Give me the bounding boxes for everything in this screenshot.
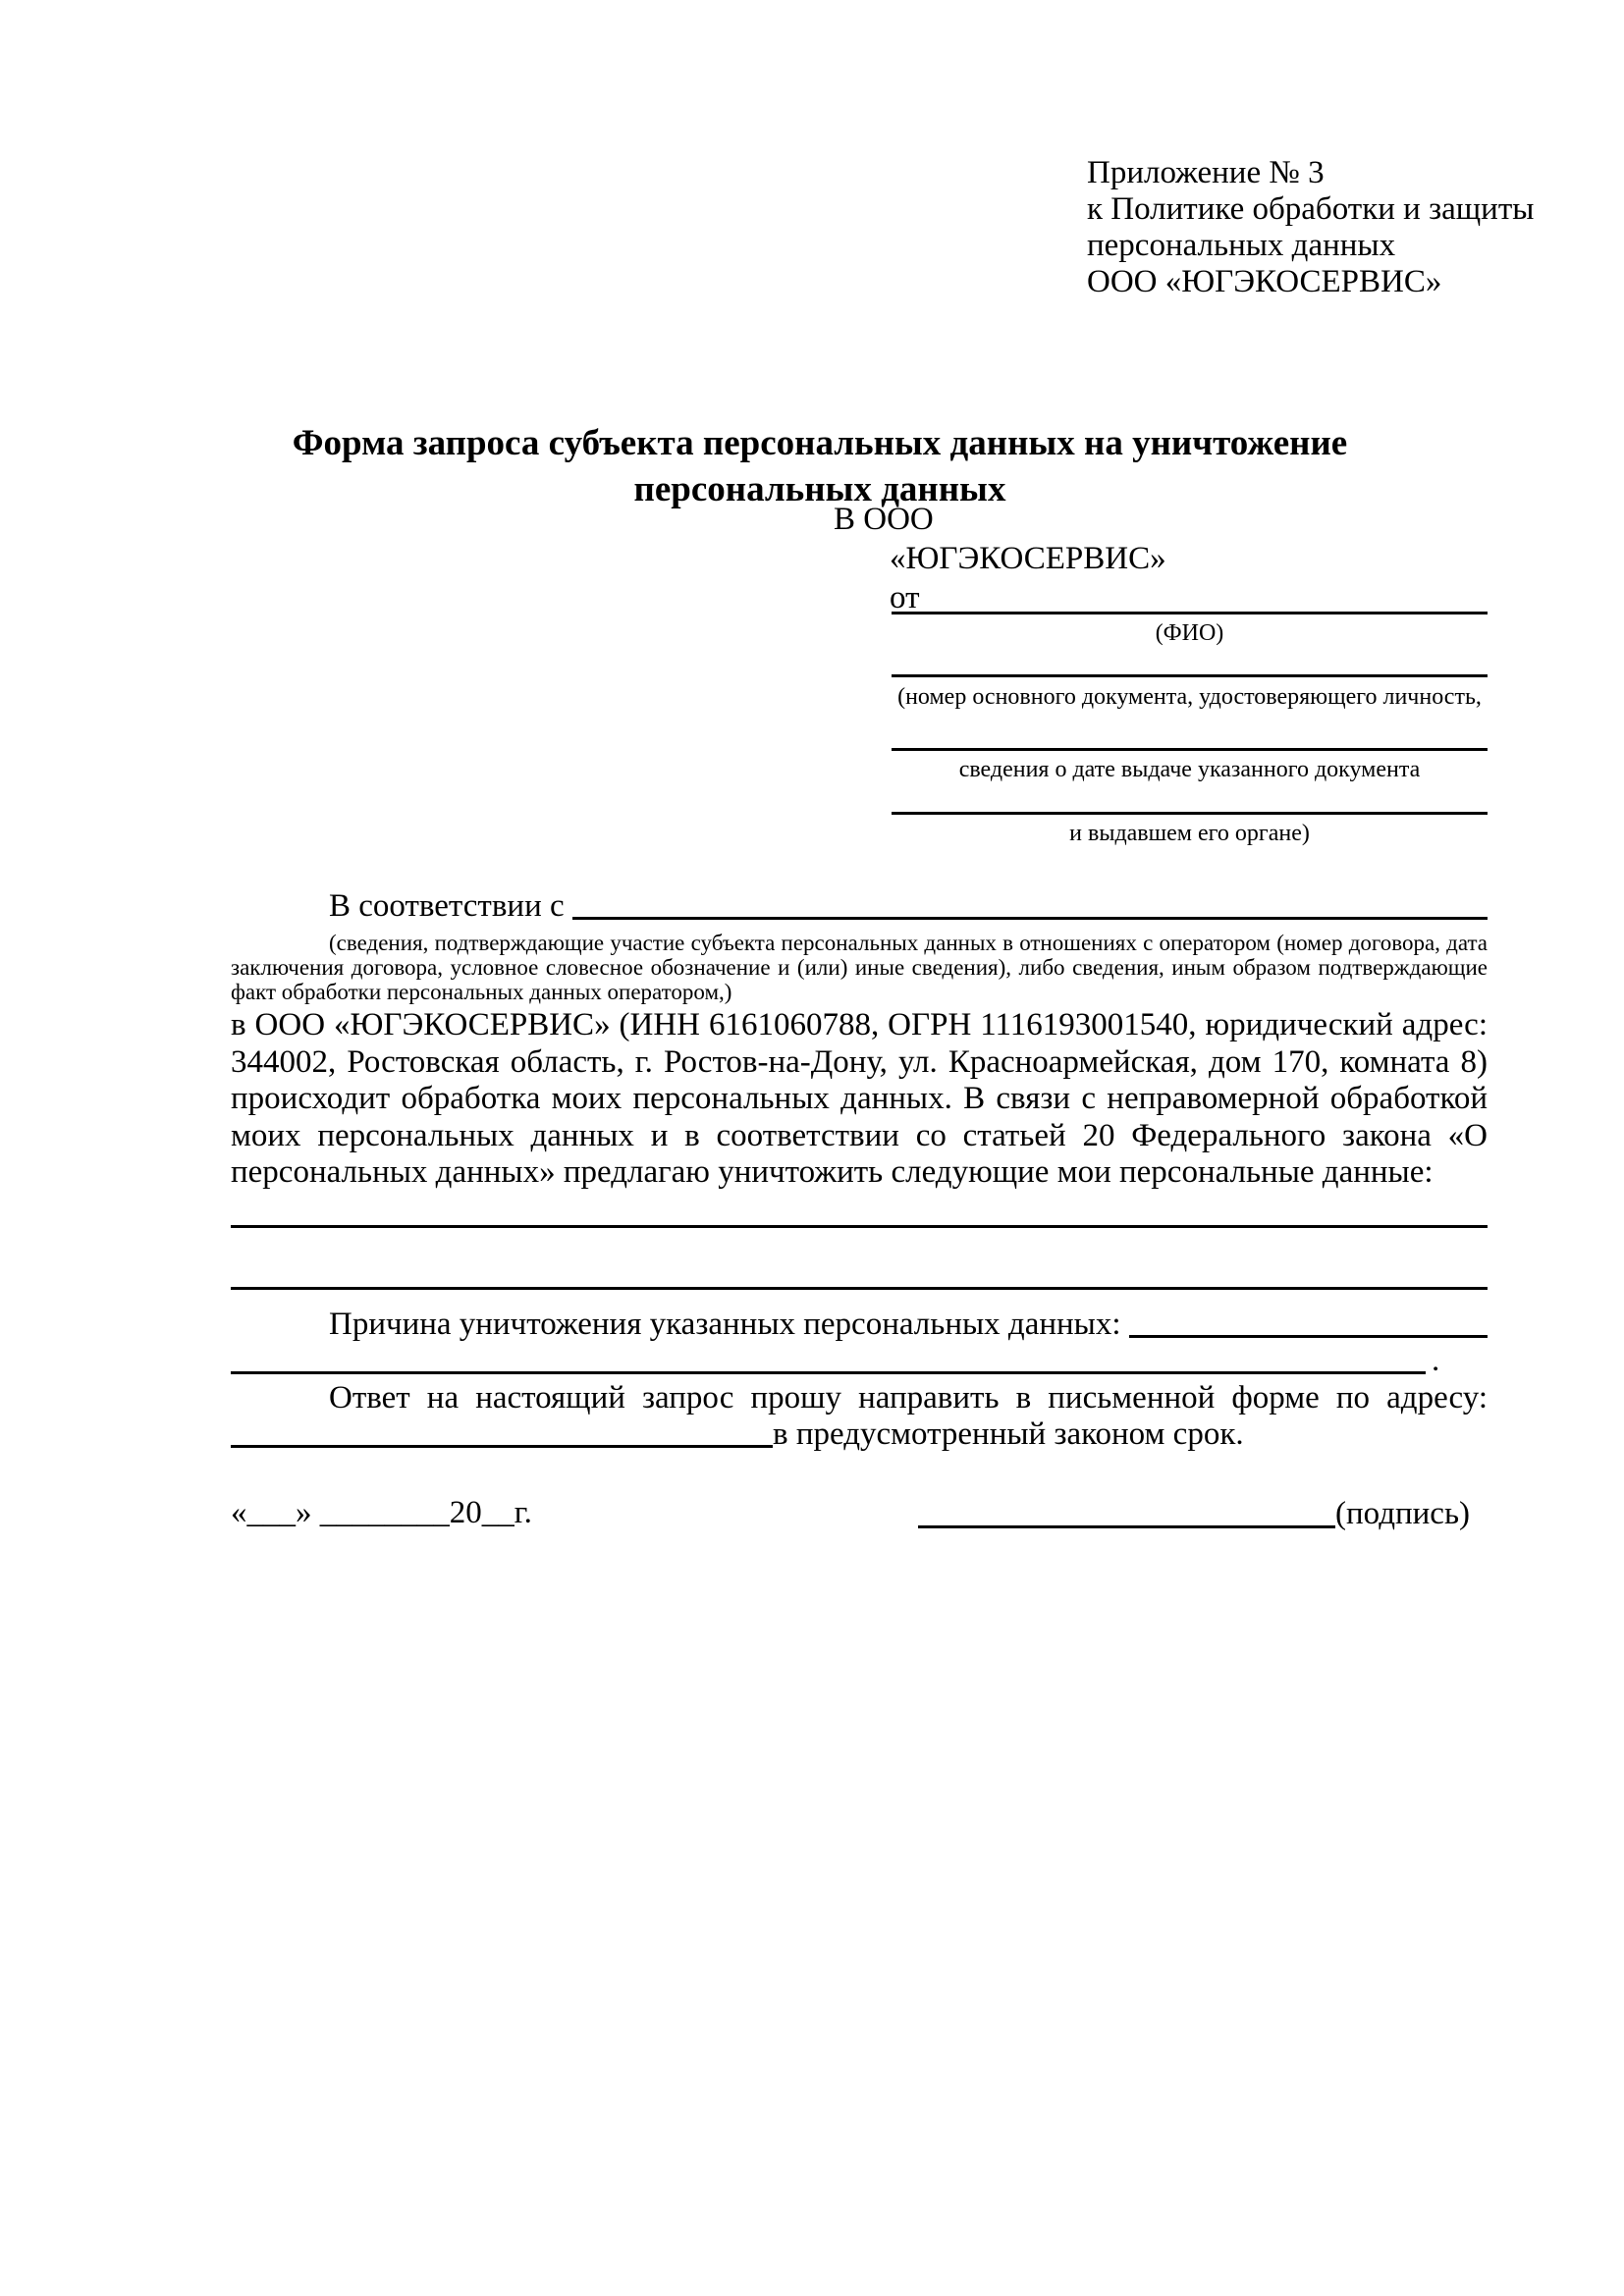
fio-blank-line bbox=[892, 612, 1488, 614]
appendix-block bbox=[1087, 155, 1534, 300]
addressee-to: В ООО bbox=[834, 502, 934, 537]
addressee-from: от bbox=[890, 580, 920, 615]
reason-blank-line bbox=[1129, 1335, 1488, 1338]
appendix-line: персональных данных bbox=[1087, 228, 1396, 263]
answer-paragraph: Ответ на настоящий запрос прошу направить в письменной форме по адресу: bbox=[329, 1380, 1488, 1415]
appendix-line: к Политике обработки и защиты bbox=[1087, 191, 1535, 227]
doc-issuer-blank-line bbox=[892, 812, 1488, 815]
accordance-lead: В соответствии с bbox=[329, 888, 565, 924]
reason-label: Причина уничтожения указанных персональных данных: bbox=[329, 1307, 1121, 1342]
doc-issuer-caption: и выдавшем его органе) bbox=[1069, 821, 1310, 846]
doc-issue-caption: сведения о дате выдаче указанного документа bbox=[958, 757, 1421, 782]
fio-caption: (ФИО) bbox=[1155, 620, 1224, 646]
answer-tail-row bbox=[231, 1415, 1488, 1455]
address-blank-line bbox=[231, 1445, 773, 1448]
signature-caption: (подпись) bbox=[1335, 1496, 1470, 1531]
accordance-row bbox=[329, 886, 1488, 927]
reason-row bbox=[329, 1305, 1488, 1345]
signature-blank-line bbox=[918, 1525, 1335, 1528]
accordance-blank-line bbox=[572, 917, 1488, 920]
body-paragraph: в ООО «ЮГЭКОСЕРВИС» (ИНН 6161060788, ОГРН 1116193001540, юридический адрес: 344002, Ростовская область, г. Ростов-на-Дону, ул. Красноармейская, дом 170, комната 8) происходит обработка моих персональных данных. В связи с неправомерной обработкой моих персональных данных и в соответствии со статьей 20 Федерального закона «О персональных данных» предлагаю уничтожить следующие мои персональные данные: bbox=[231, 1007, 1488, 1190]
data-blank-line-2 bbox=[231, 1287, 1488, 1290]
data-blank-line-1 bbox=[231, 1225, 1488, 1228]
reason-blank-line-2 bbox=[231, 1371, 1426, 1374]
doc-number-caption: (номер основного документа, удостоверяющего личность, bbox=[897, 684, 1482, 710]
appendix-line: Приложение № 3 bbox=[1087, 155, 1325, 190]
doc-issue-blank-line bbox=[892, 748, 1488, 751]
answer-tail-text: в предусмотренный законом срок. bbox=[773, 1416, 1244, 1452]
reason-line-period: . bbox=[1432, 1343, 1440, 1378]
accordance-note: (сведения, подтверждающие участие субъекта персональных данных в отношениях с оператором (номер договора, дата заключения договора, условное словесное обозначение и (или) иные сведения), либо сведения, иным образом подтверждающие факт обработки персональных данных оператором,) bbox=[231, 931, 1488, 1004]
date-blank: «___» ________20__г. bbox=[231, 1495, 532, 1530]
doc-number-blank-line bbox=[892, 674, 1488, 677]
appendix-line: ООО «ЮГЭКОСЕРВИС» bbox=[1087, 264, 1442, 299]
page-title: Форма запроса субъекта персональных данных на уничтожение персональных данных bbox=[292, 423, 1348, 509]
addressee-org: «ЮГЭКОСЕРВИС» bbox=[890, 541, 1166, 576]
